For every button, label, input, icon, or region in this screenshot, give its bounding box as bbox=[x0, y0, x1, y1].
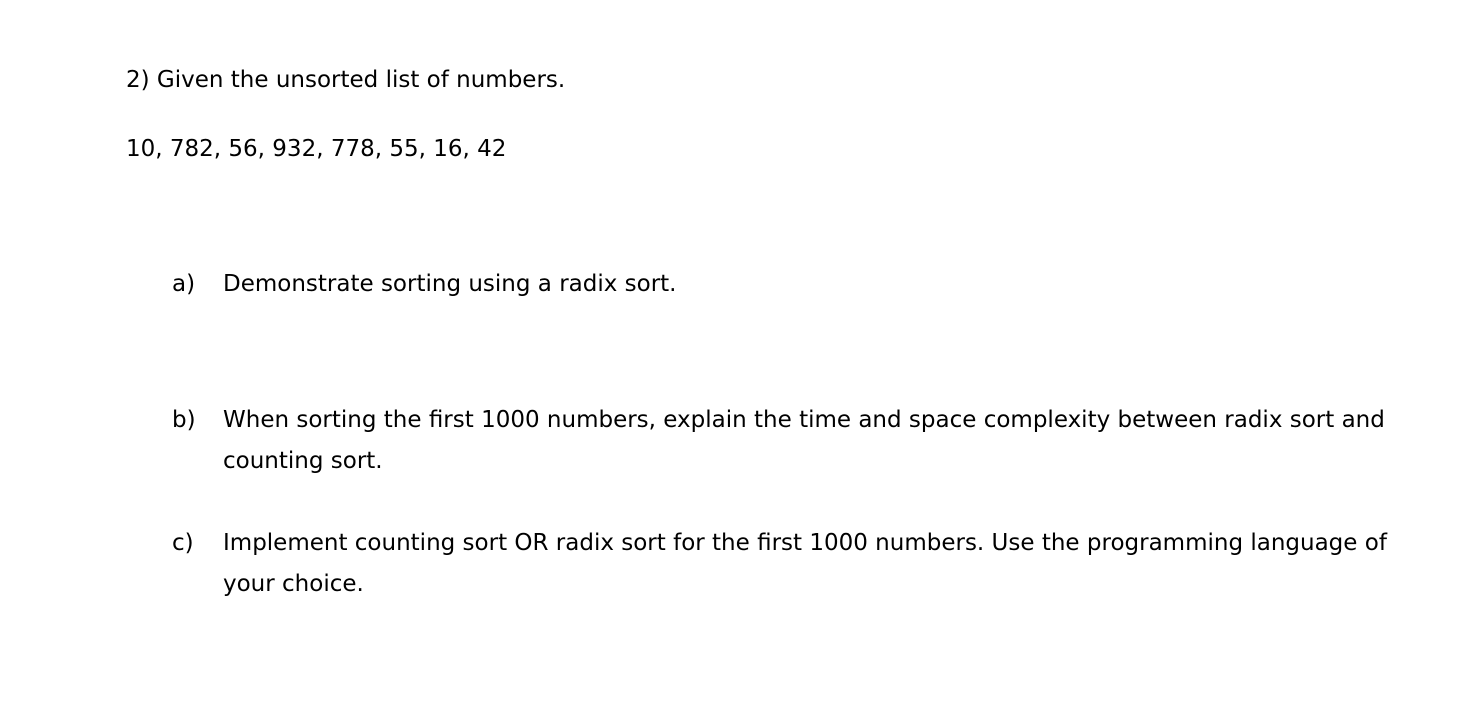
subquestion-b bbox=[172, 400, 1402, 482]
subquestion-text: Demonstrate sorting using a radix sort. bbox=[223, 271, 677, 297]
unsorted-number-list: 10, 782, 56, 932, 778, 55, 16, 42 bbox=[126, 136, 507, 162]
question-intro: 2) Given the unsorted list of numbers. bbox=[126, 67, 566, 93]
subquestion-a bbox=[172, 264, 1402, 305]
subquestion-marker: b) bbox=[172, 407, 196, 433]
subquestion-c bbox=[172, 523, 1402, 605]
subquestion-marker: a) bbox=[172, 271, 196, 297]
subquestion-marker: c) bbox=[172, 530, 194, 556]
subquestion-text: When sorting the first 1000 numbers, explain the time and space complexity between radix sort and counting sort. bbox=[223, 407, 1385, 474]
subquestion-text: Implement counting sort OR radix sort for the first 1000 numbers. Use the programming language of your choice. bbox=[223, 530, 1387, 597]
